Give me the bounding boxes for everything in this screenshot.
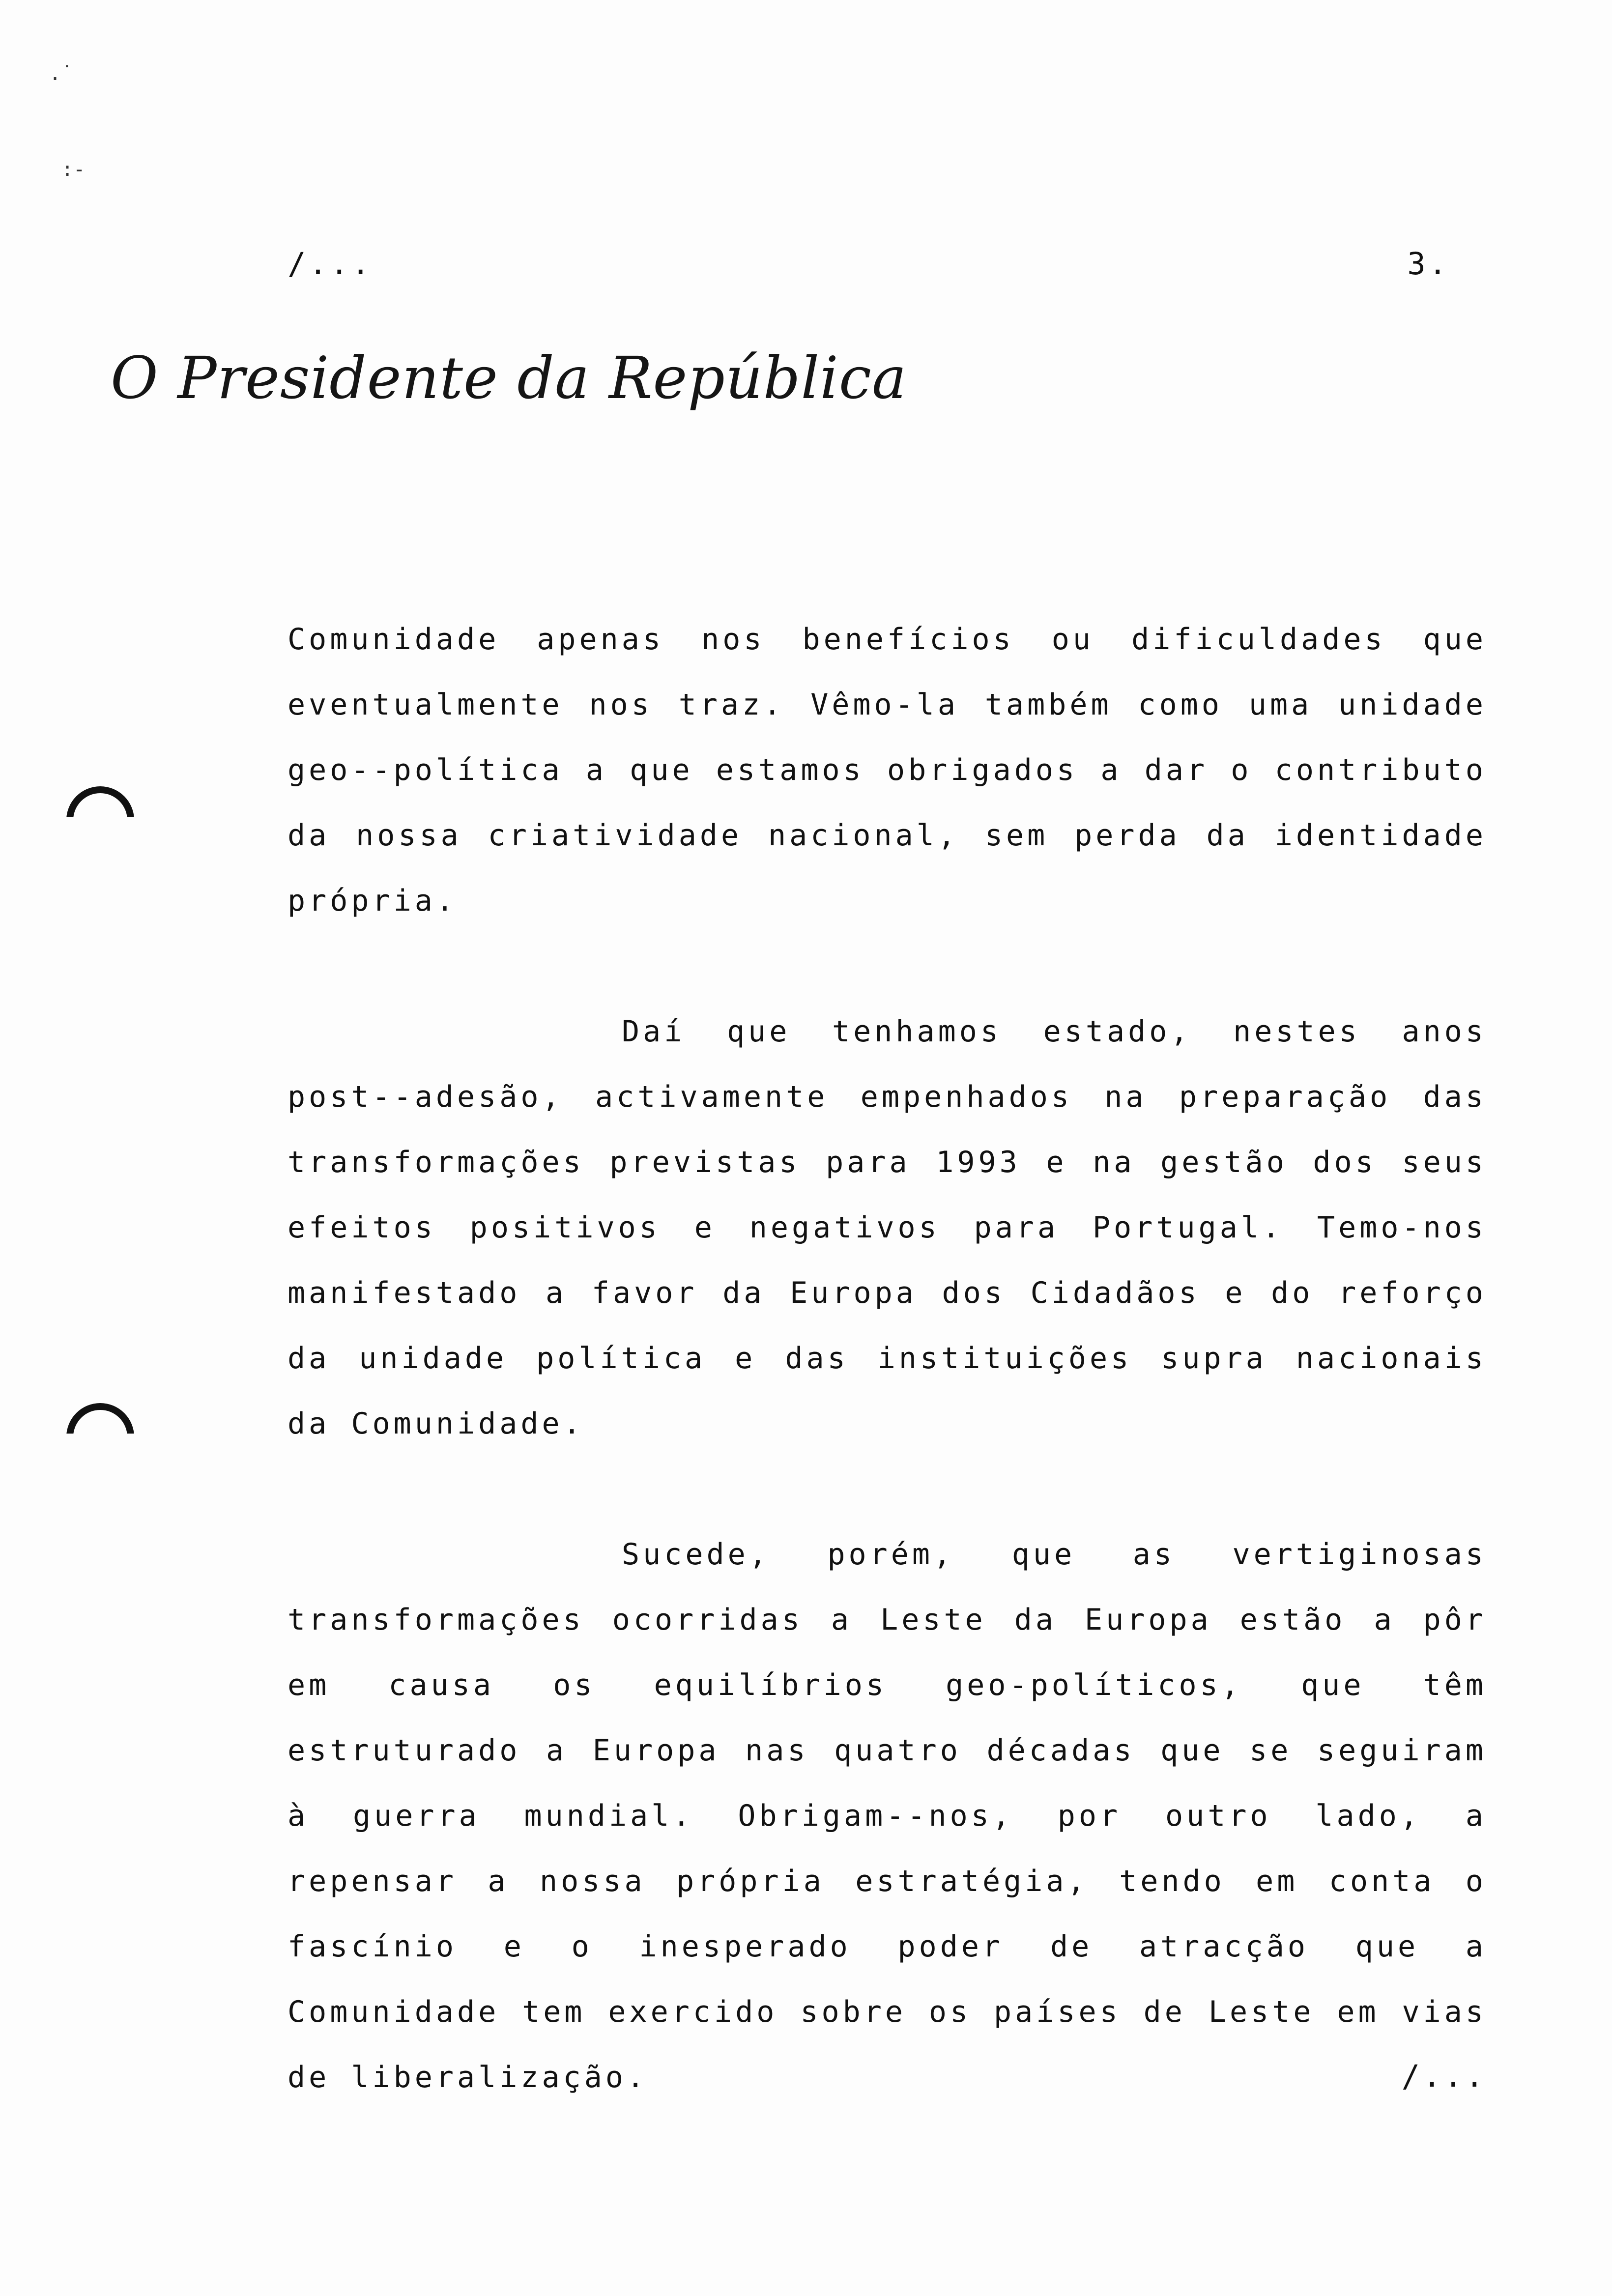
paragraph: Sucede, porém, que as vertiginosas transformações ocorridas a Leste da Europa estão a pôr em causa os equilíbrios geo-políticos, que têm estruturado a Europa nas quatro décadas que se seguiram à guerra mundial. Obrigam--nos, por outro lado, a repensar a nossa própria estratégia, tendo em conta o fascínio e o inesperado poder de atracção que a Comunidade tem exercido sobre os países de Leste em vias de liberalização. bbox=[288, 1537, 1487, 2095]
letter-body bbox=[288, 607, 1487, 2176]
punch-hole-mark bbox=[66, 1403, 134, 1471]
punch-hole-mark bbox=[66, 786, 134, 854]
continuation-marker-bottom: /... bbox=[1401, 2058, 1487, 2094]
page-number: 3. bbox=[1407, 246, 1450, 282]
continuation-marker-top: /... bbox=[288, 246, 373, 282]
paragraph: Comunidade apenas nos benefícios ou dificuldades que eventualmente nos traz. Vêmo-la também como uma unidade geo--política a que estamos obrigados a dar o contributo da nossa criatividade nacional, sem perda da identidade própria. bbox=[288, 622, 1487, 918]
paragraph: Daí que tenhamos estado, nestes anos post--adesão, activamente empenhados na preparação das transformações previstas para 1993 e na gestão dos seus efeitos positivos e negativos para Portugal. Temo-nos manifestado a favor da Europa dos Cidadãos e do reforço da unidade política e das instituições supra nacionais da Comunidade. bbox=[288, 1014, 1487, 1441]
letterhead-title: O Presidente da República bbox=[111, 344, 907, 412]
scan-speck: .˙ bbox=[49, 62, 73, 85]
scan-speck: :- bbox=[61, 158, 86, 181]
